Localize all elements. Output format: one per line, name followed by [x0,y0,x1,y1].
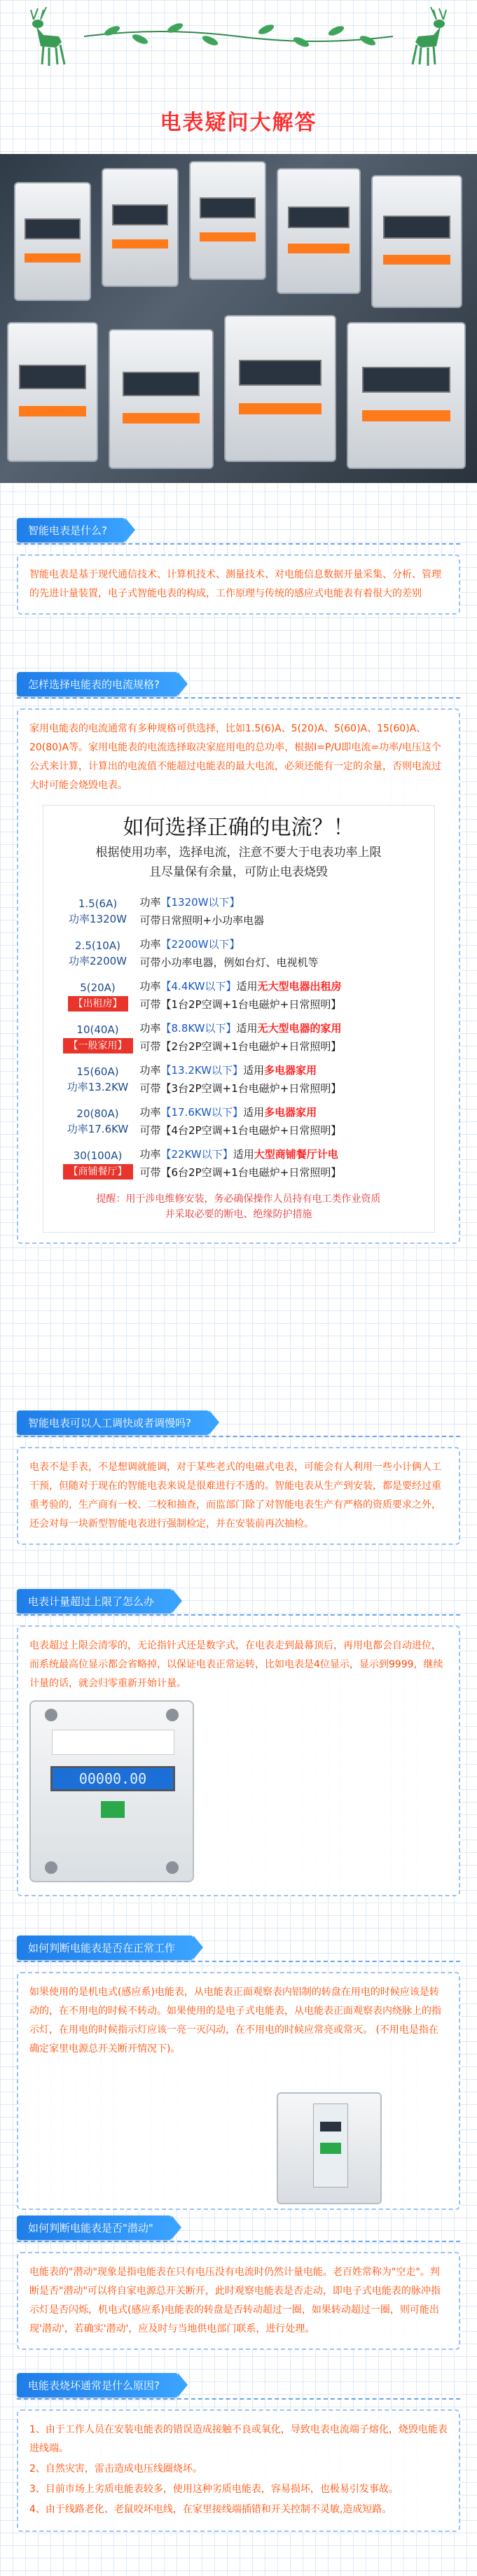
spec-row [56,1058,422,1100]
spec-row [56,890,422,932]
row-capacity: 可带【1台2P空调+1台电磁炉+日常照明】 [139,998,342,1011]
hero-meters-photo [0,154,477,483]
row-suit-target: 多电器家用 [264,1064,317,1077]
deer-icon [13,6,76,69]
section-body: 电表不是手表，不是想调就能调，对于某些老式的电磁式电表，可能会有人利用一些小计俩人工干预，但随对于现在的智能电表来说是很难进行不透的。智能电表从生产到安装，都是要经过重重考验的，生产商有一校、二校和抽查，而监部门除了对智能电表生产有严格的资质要求之外，还会对每一块新型智能电表进行强制检定，并在安装前再次抽检。 [17,1447,460,1545]
section-tag-wrap [17,518,460,545]
reason-list [17,2409,460,2532]
section-burn-reasons [17,2373,460,2532]
meter-photo-unit [102,168,179,287]
section-tag: 如何判断电能表是否在正常工作 [17,1935,193,1960]
row-capacity: 可带【3台2P空调+1台电磁炉+日常照明】 [139,1082,342,1095]
row-power-range: 【1320W以下】 [160,896,240,909]
spec-power: 功率2200W [68,955,127,967]
row-label: 功率 [139,938,161,951]
row-capacity: 可带【4台2P空调+1台电磁炉+日常照明】 [139,1124,342,1137]
row-suit-target: 无大型电器的家用 [257,1022,342,1035]
meter-photo-unit [109,329,214,469]
row-suit-label: 适用 [236,980,258,993]
row-suit-label: 适用 [243,1106,265,1119]
row-power-range: 【13.2KW以下】 [160,1064,244,1077]
section-body: 电能表的"潜动"现象是指电能表在只有电压没有电流时仍然计量电能。老百姓常称为"空走"。判断是否"潜动"可以将自家电源总开关断开，此时观察电能表是否走动，即电子式电能表的脉冲指示灯是否闪烁，机电式(感应系)电能表的转盘是否转动超过一圈，如果转动超过一圈，则可能出现'潜动'，若确实'潜动'，应及时与当地供电部门联系，进行处理。 [17,2252,460,2350]
section-box [17,1625,460,1896]
meter-photo-unit [277,168,361,294]
section-box [17,708,460,1244]
meter-illustration [29,1700,448,1882]
page-title: 电表疑问大解答 [160,111,317,135]
deer-icon [401,6,464,69]
usage-badge: 【出租房】 [68,996,128,1011]
section-tag: 智能电表可以人工调快或者调慢吗? [17,1410,209,1435]
section-what-is-smart-meter [17,518,460,615]
usage-badge: 【商铺餐厅】 [63,1164,133,1180]
spec-power: 功率13.2KW [67,1081,129,1093]
section-meter-overflow [17,1589,460,1896]
row-power-range: 【2200W以下】 [160,938,240,951]
spec-current: 30(100A) [73,1149,123,1162]
current-selection-card [43,805,435,1233]
row-capacity: 可带【6台2P空调+1台电磁炉+日常照明】 [139,1166,342,1179]
meter-photo-unit [189,161,266,280]
meter-display: 00000.00 [50,1766,175,1791]
spec-current: 20(80A) [76,1107,119,1120]
row-label: 功率 [139,1064,161,1077]
section-tag: 智能电表是什么? [17,518,125,542]
spec-row [56,974,422,1016]
list-item: 2、自然灾害，雷击造成电压线圈烧坏。 [29,2463,202,2474]
spec-current: 2.5(10A) [75,939,120,952]
list-item: 3、目前市场上劣质电能表较多，使用这种劣质电能表，容易损坏，也极易引发事故。 [29,2484,399,2495]
row-label: 功率 [139,1106,161,1119]
section-creep-check [17,2216,460,2350]
row-capacity: 可带日常照明+小功率电器 [139,914,265,927]
row-power-range: 【17.6KW以下】 [160,1106,244,1119]
card-subtitle-line: 且尽量保有余量，可防止电表烧毁 [149,865,328,879]
list-item: 1、由于工作人员在安装电能表的错误造成接触不良或氧化，导致电表电流端子熔化，烧毁电能表进线端。 [29,2424,448,2454]
usage-badge: 【一般家用】 [63,1038,133,1054]
spec-current: 15(60A) [76,1065,119,1078]
spec-current: 5(20A) [80,981,116,994]
row-power-range: 【22KW以下】 [160,1148,233,1161]
section-body: 家用电能表的电流通常有多种规格可供选择，比如1.5(6)A、5(20)A、5(60)A、15(60)A、20(80)A等。家用电能表的电流选择取决家庭用电的总功率，根据I=P/U即电流=功率/电压这个公式来计算，计算出的电流值不能超过电能表的最大电流，必须还能有一定的余量，否则电流过大时可能会烧毁电表。 [29,723,441,791]
section-tag-wrap [17,2373,460,2400]
list-item: 4、由于线路老化、老鼠咬坏电线，在家里接线端插错和开关控制不灵敏,造成短路。 [29,2504,392,2515]
section-adjust-meter [17,1410,460,1545]
card-subtitle-line: 根据使用功率，选择电流，注意不要大于电表功率上限 [95,846,382,860]
meter-device-icon [277,2092,382,2204]
row-label: 功率 [139,896,161,909]
meter-photo-unit [14,182,91,301]
card-title: 如何选择正确的电流？！ [123,816,354,840]
spec-current: 10(40A) [76,1023,119,1036]
row-label: 功率 [139,1022,161,1035]
section-body: 如果使用的是机电式(感应系)电能表，从电能表正面观察表内铝制的转盘在用电的时候应该是转动的，在不用电的时候不转动。如果使用的是电子式电能表，从电能表正面观察表内绕脉上的指示灯，在用电的时候指示灯应该一亮一灭闪动，在不用电的时候应常亮或常灭。 (不用电是指在确定家里电源总开关断开情况下)。 [29,1987,441,2054]
safety-note-line: 并采取必要的断电、绝缘防护措施 [165,1209,312,1220]
row-suit-target: 大型商铺餐厅计电 [254,1148,338,1161]
spec-row [56,932,422,974]
section-tag-wrap [17,672,460,699]
row-capacity: 可带【2台2P空调+1台电磁炉+日常照明】 [139,1040,342,1053]
spec-power: 功率17.6KW [67,1123,129,1135]
row-suit-target: 无大型电器出租房 [257,980,342,993]
section-body: 智能电表是基于现代通信技术、计算机技术、测量技术、对电能信息数据开量采集、分析、管理的先进计量装置，电子式智能电表的构成，工作原理与传统的感应式电能表有着很大的差别 [17,554,460,615]
row-suit-label: 适用 [233,1148,254,1161]
row-label: 功率 [139,980,161,993]
meter-photo-unit [7,322,98,462]
section-current-spec [17,672,460,1244]
row-power-range: 【4.4KW以下】 [160,980,237,993]
section-box [17,1972,460,2210]
row-suit-label: 适用 [243,1064,265,1077]
meter-photo-unit [371,175,462,308]
section-tag-wrap [17,2216,460,2242]
section-tag: 怎样选择电能表的电流规格? [17,672,178,696]
row-capacity: 可带小功率电器，例如台灯、电视机等 [139,956,319,969]
row-suit-target: 多电器家用 [264,1106,317,1119]
spec-current: 1.5(6A) [78,897,118,910]
meter-device-icon [29,1700,194,1882]
meter-photo-unit [347,322,466,469]
section-tag: 电表计量超过上限了怎么办 [17,1589,172,1614]
spec-row [56,1100,422,1142]
section-tag: 如何判断电能表是否"潜动" [17,2216,172,2240]
safety-note [56,1191,422,1222]
spec-row [56,1016,422,1058]
section-body: 电表超过上限会清零的，无论指针式还是数字式，在电表走到最幕顶后，再用电都会自动进位，而系统最高位显示都会省略掉，以保证电表正常运转，比如电表是4位显示，显示到9999，继续计量的话，就会归零重新开始计量。 [29,1640,443,1689]
vine-decoration-icon [84,21,393,49]
card-subtitle [56,843,422,882]
section-tag-wrap [17,1935,460,1962]
section-tag-wrap [17,1410,460,1437]
section-tag-wrap [17,1589,460,1616]
section-tag: 电能表烧坏通常是什么原因? [17,2373,178,2398]
row-label: 功率 [139,1148,161,1161]
row-power-range: 【8.8KW以下】 [160,1022,237,1035]
section-meter-normal-check [17,1935,460,2210]
safety-note-line: 提醒：用于涉电维修安装，务必确保操作人员持有电工类作业资质 [96,1194,381,1205]
meter-photo-unit [224,315,336,462]
row-suit-label: 适用 [236,1022,258,1035]
page-header [0,0,477,135]
spec-row [56,1142,422,1184]
spec-power: 功率1320W [68,913,127,925]
